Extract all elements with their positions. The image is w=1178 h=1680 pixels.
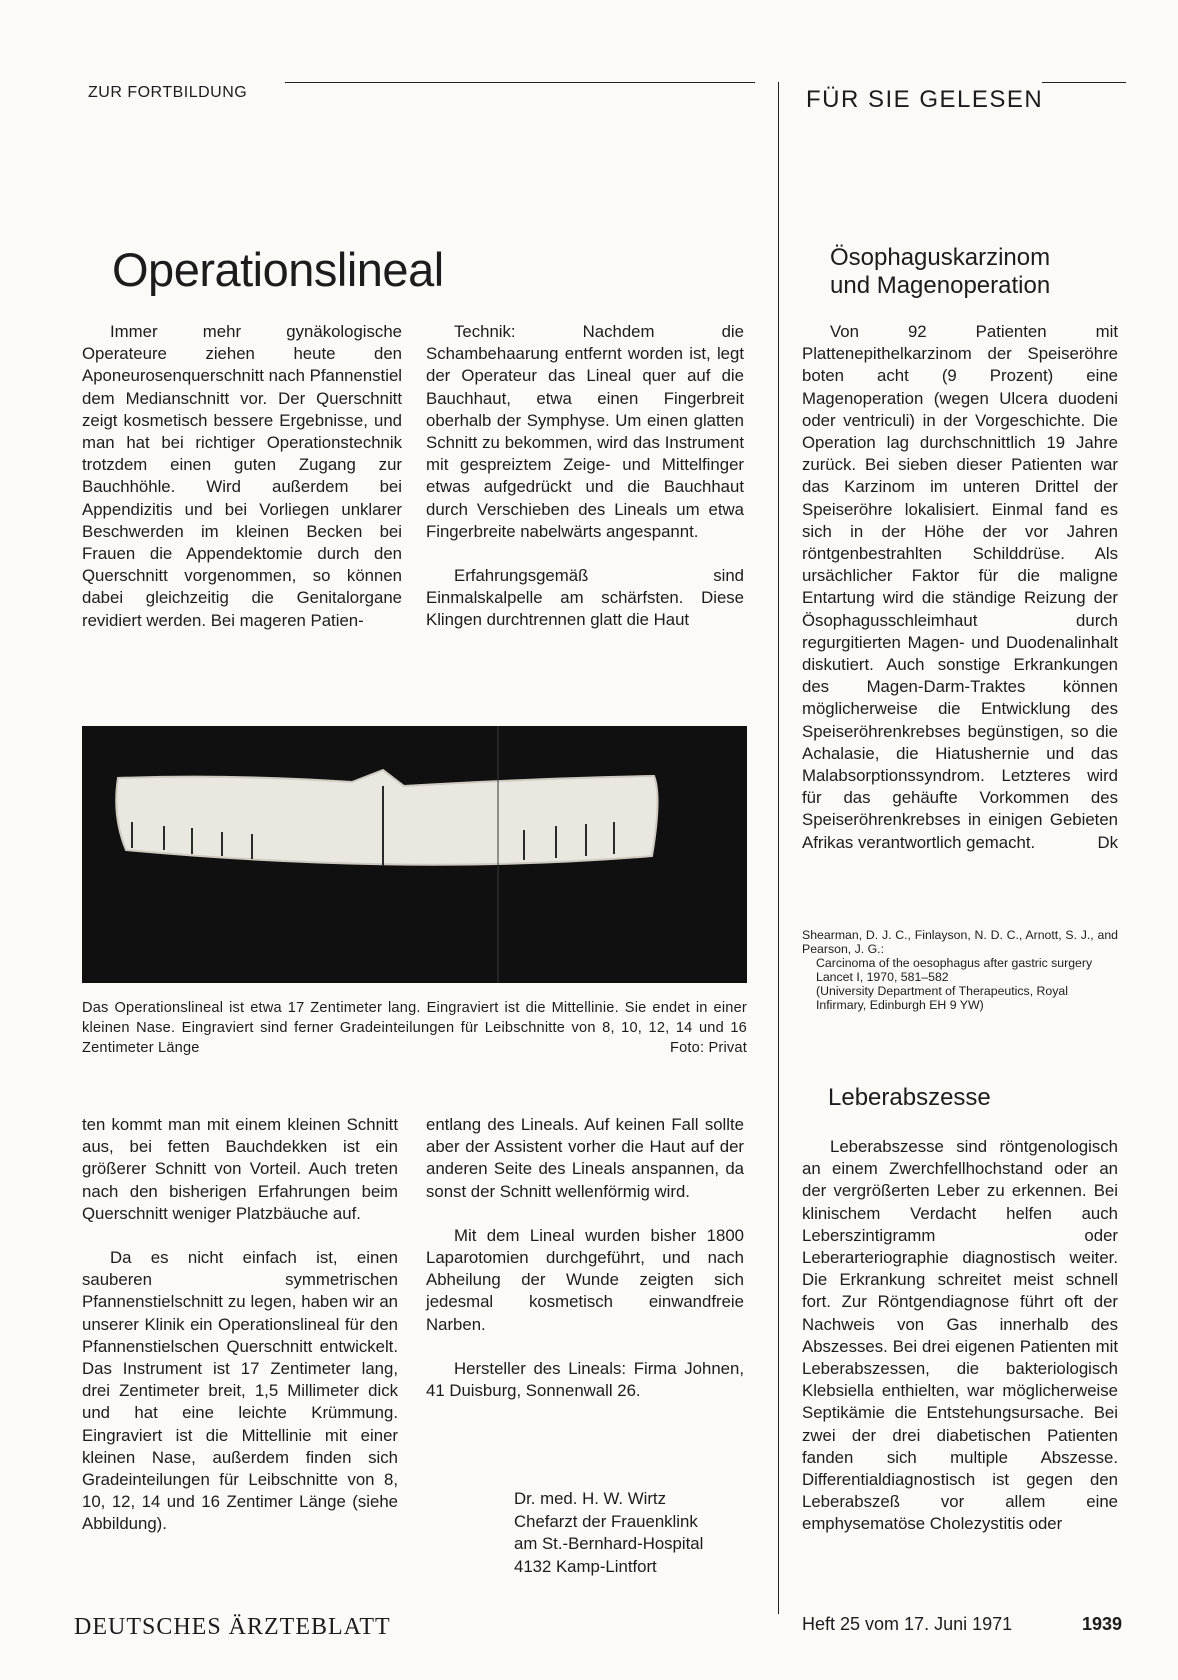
author-line: 4132 Kamp-Lintfort — [514, 1556, 657, 1576]
sidebar-heading-1 — [830, 244, 1050, 300]
paragraph: Leberabszesse sind röntgenologisch an einem Zwerchfellhochstand oder an der vergrößerten Leber zu erkennen. Bei klinischem Verdacht helfen auch Leberszintigramm oder Leberarteriographie diagnostisch weiter. Die Erkrankung schreitet meist schnell fort. Zur Röntgendiagnose führt oft der Nachweis von Gas innerhalb des Abszesses. Bei drei eigenen Patienten mit Leberabszessen, die bakteriologisch Klebsiella enthielten, war möglicherweise Septikämie die Entstehungsursache. Bei zwei der drei diabetischen Patienten fanden sich multiple Abszesse. Differentialdiagnostisch ist gegen den Leberabszeß vor allem eine emphysematöse Cholezystitis oder — [802, 1137, 1118, 1534]
author-signature — [514, 1488, 703, 1578]
author-line: Dr. med. H. W. Wirtz — [514, 1489, 666, 1508]
article-title: Operationslineal — [112, 243, 444, 296]
article-column-2 — [426, 321, 744, 632]
paragraph-text: Von 92 Patienten mit Plattenepithelkarzinom der Speiseröhre boten acht (9 Prozent) eine Magenoperation (wegen Ulcera duodeni oder ventriculi) in der Vorgeschichte. Die Operation lag durchschnittlich 19 Jahre zurück. Bei sieben dieser Patienten war das Karzinom im unteren Drittel der Speiseröhre lokalisiert. Einmal fand es sich in der Höhe der vor Jahren röntgenbestrahlten Schilddrüse. Als ursächlicher Faktor für die maligne Entartung wird die ständige Reizung der Ösophagusschleimhaut durch regurgitierten Magen- und Duodenalinhalt diskutiert. Auch sonstige Erkrankungen des Magen-Darm-Traktes können möglicherweise die Entwicklung des Speiseröhrenkrebses begünstigen, so die Achalasie, die Hiatushernie und das Malabsorptionssyndrom. Letzteres wird für das gehäufte Vorkommen des Speiseröhrenkrebses in einigen Gebieten Afrikas verantwortlich gemacht. — [802, 322, 1118, 852]
paragraph: entlang des Lineals. Auf keinen Fall sollte aber der Assistent vorher die Haut auf der anderen Seite des Lineals anspannen, da sonst der Schnitt wellenförmig wird. — [426, 1115, 744, 1201]
ruler-photo — [82, 726, 747, 983]
ruler-image — [82, 726, 747, 983]
reference-journal: Lancet I, 1970, 581–582 — [816, 970, 949, 984]
paragraph: Immer mehr gynäkologische Operateure ziehen heute den Aponeurosenquerschnitt nach Pfannenstiel dem Medianschnitt vor. Der Querschnitt zeigt kosmetisch bessere Ergebnisse, und man hat bei richtiger Operationstechnik trotzdem einen guten Zugang zur Bauchhöhle. Wird außerdem bei Appendizitis und bei Vorliegen unklarer Beschwerden im kleinen Becken bei Frauen die Appendektomie durch den Querschnitt vorgenommen, so können dabei gleichzeitig die Genitalorgane revidiert werden. Bei mageren Patien- — [82, 322, 402, 630]
paragraph: Erfahrungsgemäß sind Einmalskalpelle am schärfsten. Diese Klingen durchtrennen glatt die Haut — [426, 566, 744, 630]
reference-authors: Shearman, D. J. C., Finlayson, N. D. C., Arnott, S. J., and Pearson, J. G.: — [802, 928, 1118, 956]
sidebar-body-2 — [802, 1136, 1118, 1536]
section-title: FÜR SIE GELESEN — [806, 86, 1044, 113]
references — [802, 928, 1118, 1012]
paragraph: Mit dem Lineal wurden bisher 1800 Laparotomien durchgeführt, und nach Abheilung der Wunde zeigten sich jedesmal kosmetisch einwandfreie Narben. — [426, 1225, 744, 1334]
journal-name: DEUTSCHES ÄRZTEBLATT — [74, 1614, 391, 1640]
sidebar-body-1 — [802, 321, 1118, 854]
author-line: Chefarzt der Frauenklink — [514, 1511, 698, 1531]
author-line: am St.-Bernhard-Hospital — [514, 1534, 704, 1553]
paragraph: Hersteller des Lineals: Firma Johnen, 41 Duisburg, Sonnenwall 26. — [426, 1358, 744, 1401]
article-column-4 — [426, 1114, 744, 1402]
heading-line: Ösophaguskarzinom — [830, 244, 1051, 271]
article-column-1 — [82, 321, 402, 632]
sidebar-heading-2: Leberabszesse — [828, 1084, 991, 1111]
reference-affiliation: (University Department of Therapeutics, Royal Infirmary, Edinburgh EH 9 YW) — [816, 984, 1068, 1012]
photo-credit: Foto: Privat — [669, 1040, 747, 1056]
paragraph — [802, 321, 1118, 854]
figure-caption — [82, 998, 747, 1058]
page-number: 1939 — [1082, 1614, 1123, 1634]
caption-text: Das Operationslineal ist etwa 17 Zentimeter lang. Eingraviert ist die Mittellinie. Sie endet in einer kleinen Nase. Eingraviert sind ferner Gradeinteilungen für Leibschnitte von 8, 10, 12, 14 und 16 Zentimeter Länge — [82, 1000, 747, 1056]
reference-title: Carcinoma of the oesophagus after gastric surgery — [816, 956, 1093, 970]
paragraph: Technik: Nachdem die Schambehaarung entfernt worden ist, legt der Operateur das Lineal quer auf die Bauchhaut, etwa einen Fingerbreit oberhalb der Symphyse. Um einen glatten Schnitt zu bekommen, wird das Instrument mit gespreiztem Zeige- und Mittelfinger etwas aufgedrückt und die Bauchhaut durch Verschieben des Lineals um etwa Fingerbreite nabelwärts angespannt. — [426, 322, 744, 541]
paragraph: ten kommt man mit einem kleinen Schnitt aus, bei fetten Bauchdekken ist ein größerer Schnitt von Vorteil. Auch treten nach den bisherigen Erfahrungen beim Querschnitt weniger Platzbäuche auf. — [82, 1115, 398, 1223]
header-rule — [285, 82, 755, 83]
author-initials: Dk — [1097, 832, 1118, 852]
heading-line: und Magenoperation — [830, 272, 1051, 299]
column-divider — [778, 82, 779, 1614]
article-column-3 — [82, 1114, 398, 1536]
section-rule — [1042, 82, 1126, 83]
section-kicker: ZUR FORTBILDUNG — [88, 84, 248, 101]
paragraph: Da es nicht einfach ist, einen sauberen symmetrischen Pfannenstielschnitt zu legen, haben wir an unserer Klinik ein Operationslineal für den Pfannenstielschen Querschnitt entwickelt. Das Instrument ist 17 Zentimeter lang, drei Zentimeter breit, 1,5 Millimeter dick und hat eine leichte Krümmung. Eingraviert ist die Mittellinie mit einer kleinen Nase, außerdem finden sich Gradeinteilungen für Leibschnitte von 8, 10, 12, 14 und 16 Zentimer Länge (siehe Abbildung). — [82, 1248, 398, 1534]
issue-info: Heft 25 vom 17. Juni 1971 — [802, 1614, 1013, 1634]
